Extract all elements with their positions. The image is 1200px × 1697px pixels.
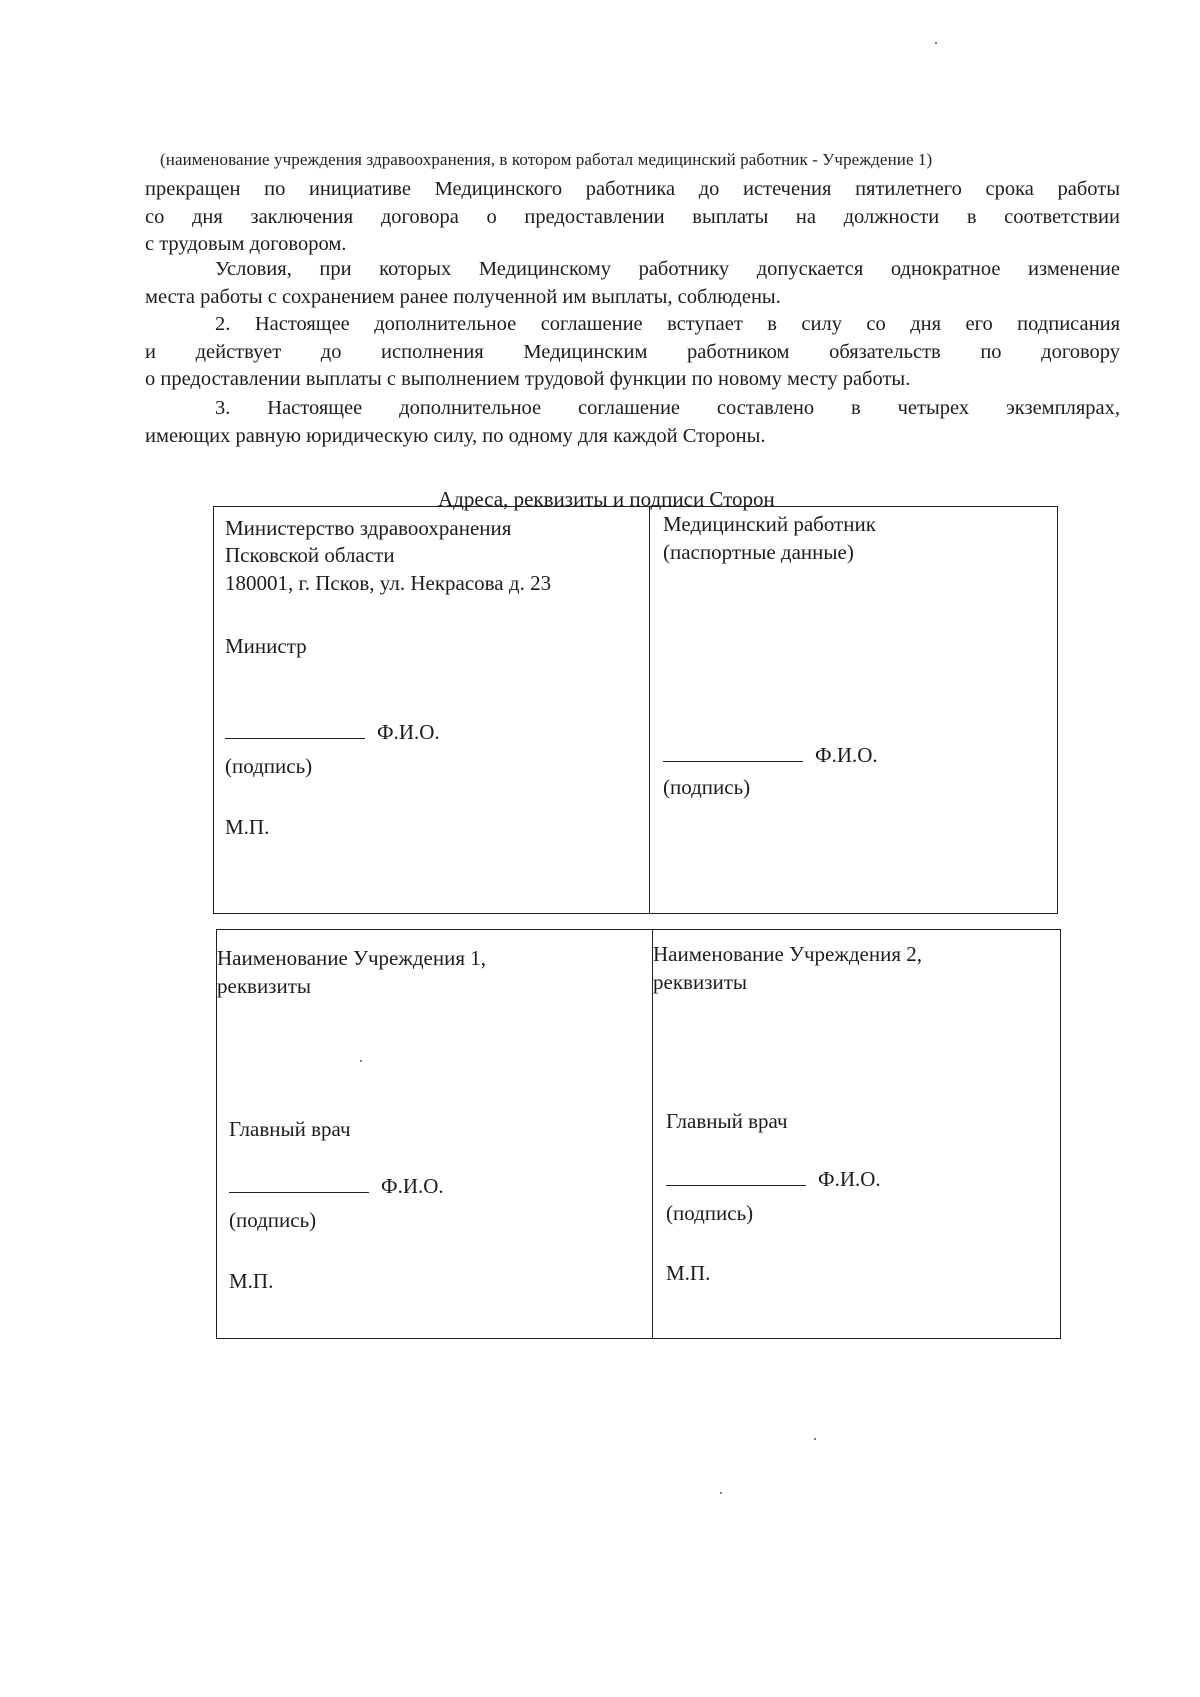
paragraph-line: со дня заключения договора о предоставлении выплаты на должности в соответствии (145, 205, 1120, 228)
worker-title: Медицинский работник (663, 512, 876, 536)
ministry-position: Министр (225, 634, 307, 658)
paragraph-line: о предоставлении выплаты с выполнением трудовой функции по новому месту работы. (145, 368, 911, 390)
scan-speck (720, 1492, 722, 1494)
fio-label: Ф.И.О. (815, 743, 878, 767)
worker-signature-row (663, 741, 878, 769)
fio-label: Ф.И.О. (377, 720, 440, 744)
signature-line (229, 1191, 369, 1193)
institution2-position: Главный врач (666, 1109, 788, 1133)
paragraph-line: имеющих равную юридическую силу, по одному для каждой Стороны. (145, 424, 766, 447)
paragraph-termination (145, 176, 1120, 259)
signature-line (663, 760, 803, 762)
institution2-title-line2: реквизиты (653, 970, 747, 994)
fio-label: Ф.И.О. (381, 1174, 444, 1198)
scan-speck (360, 1060, 362, 1062)
worker-passport-label: (паспортные данные) (663, 540, 854, 564)
institution2-title-line1: Наименование Учреждения 2, (653, 942, 922, 966)
institution2-signature-row (666, 1165, 881, 1193)
institution-caption: (наименование учреждения здравоохранения, в котором работал медицинский работник - Учреждение 1) (160, 150, 933, 169)
signatures-table-ministry (213, 506, 1058, 914)
paragraph-line: места работы с сохранением ранее полученной им выплаты, соблюдены. (145, 285, 781, 308)
paragraph-line: Условия, при которых Медицинскому работнику допускается однократное изменение (215, 258, 1120, 280)
institution1-position: Главный врач (229, 1117, 351, 1141)
signatures-heading: Адреса, реквизиты и подписи Сторон (438, 487, 775, 511)
signatures-table-institutions (216, 929, 1061, 1339)
paragraph-clause-2 (145, 311, 1120, 394)
table-divider (649, 507, 650, 913)
paragraph-line: и действует до исполнения Медицинским работником обязательств по договору (145, 340, 1120, 363)
institution1-signature-row (229, 1172, 444, 1200)
paragraph-clause-3 (145, 395, 1120, 450)
scan-speck (935, 42, 937, 44)
signature-line (666, 1184, 806, 1186)
ministry-name-line1: Министерство здравоохранения (225, 516, 512, 540)
ministry-stamp: М.П. (225, 815, 270, 839)
institution2-stamp: М.П. (666, 1261, 711, 1285)
paragraph-line: прекращен по инициативе Медицинского работника до истечения пятилетнего срока работы (145, 178, 1120, 200)
paragraph-line: с трудовым договором. (145, 233, 347, 255)
paragraph-line: 3. Настоящее дополнительное соглашение составлено в четырех экземплярах, (215, 397, 1120, 419)
ministry-name-line2: Псковской области (225, 543, 395, 567)
institution1-title-line1: Наименование Учреждения 1, (217, 946, 486, 970)
fio-label: Ф.И.О. (818, 1167, 881, 1191)
worker-signature-label: (подпись) (663, 775, 751, 799)
signature-line (225, 737, 365, 739)
institution1-title-line2: реквизиты (217, 974, 311, 998)
scan-speck (814, 1438, 816, 1440)
institution1-signature-label: (подпись) (229, 1208, 317, 1232)
institution1-stamp: М.П. (229, 1269, 274, 1293)
institution2-signature-label: (подпись) (666, 1201, 754, 1225)
ministry-signature-row (225, 718, 440, 746)
ministry-address: 180001, г. Псков, ул. Некрасова д. 23 (225, 571, 552, 595)
paragraph-line: 2. Настоящее дополнительное соглашение вступает в силу со дня его подписания (215, 313, 1120, 335)
paragraph-conditions (145, 256, 1120, 311)
ministry-signature-label: (подпись) (225, 754, 313, 778)
